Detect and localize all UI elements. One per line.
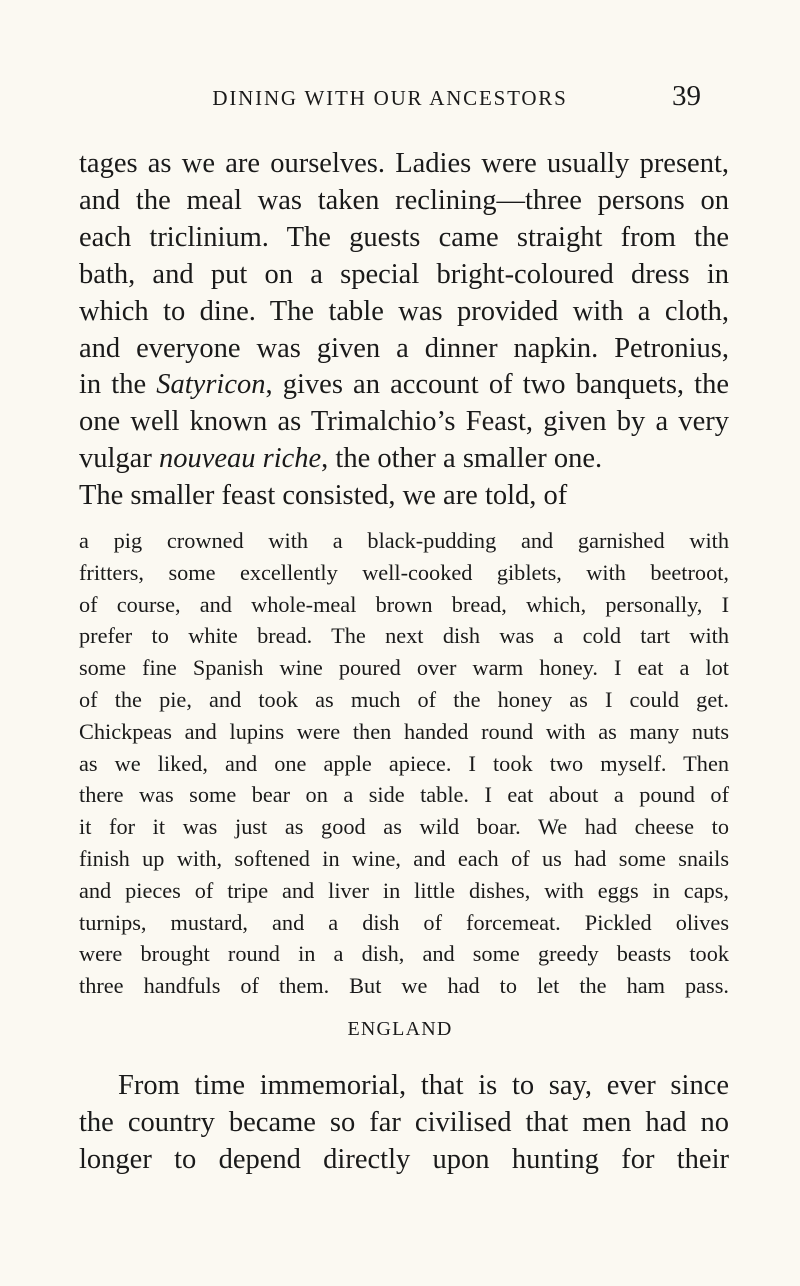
quote-line: Chickpeas and lupins were then handed round with as many nuts — [79, 718, 729, 744]
text-line: The smaller feast consisted, we are told, of — [79, 480, 568, 512]
text-line: one well known as Trimalchio’s Feast, given by a very — [79, 406, 729, 438]
quote-line: some fine Spanish wine poured over warm honey. I eat a lot — [79, 655, 729, 681]
text-line: and everyone was given a dinner napkin. Petronius, — [79, 332, 729, 364]
text-line: tages as we are ourselves. Ladies were usually present, — [79, 148, 729, 179]
section-heading: ENGLAND — [347, 1018, 453, 1040]
text-line: From time immemorial, that is to say, ever since — [118, 1070, 729, 1101]
text-line: in the Satyricon, gives an account of two banquets, the — [79, 369, 729, 401]
quote-line: prefer to white bread. The next dish was a cold tart with — [79, 623, 729, 649]
body-paragraph — [79, 146, 729, 515]
quote-line: there was some bear on a side table. I eat about a pound of — [79, 782, 729, 808]
book-title-satyricon: Satyricon — [156, 369, 266, 401]
body-paragraph — [79, 1068, 729, 1179]
quote-line: three handfuls of them. But we had to let the ham pass. — [79, 973, 729, 999]
quote-line: turnips, mustard, and a dish of forcemeat. Pickled olives — [79, 909, 729, 935]
text-line: bath, and put on a special bright-coloured dress in — [79, 258, 729, 290]
text-line: the country became so far civilised that men had no — [79, 1106, 729, 1138]
text-line: each triclinium. The guests came straight from the — [79, 221, 729, 253]
quote-line: as we liked, and one apple apiece. I took two myself. Then — [79, 750, 729, 776]
running-head: DINING WITH OUR ANCESTORS — [212, 86, 568, 110]
text-line: which to dine. The table was provided with a cloth, — [79, 295, 729, 327]
text-line: vulgar nouveau riche, the other a smaller one. — [79, 443, 603, 475]
quote-line: and pieces of tripe and liver in little dishes, with eggs in caps, — [79, 877, 729, 903]
quote-line: fritters, some excellently well-cooked giblets, with beetroot, — [79, 559, 729, 585]
page-number: 39 — [672, 80, 701, 112]
quote-line: a pig crowned with a black-pudding and garnished with — [79, 528, 729, 553]
text-line: longer to depend directly upon hunting for their — [79, 1143, 729, 1175]
quote-line: of course, and whole-meal brown bread, which, personally, I — [79, 591, 729, 617]
quote-line: finish up with, softened in wine, and each of us had some snails — [79, 845, 729, 871]
italic-phrase: nouveau riche — [158, 443, 322, 475]
text-line: and the meal was taken reclining—three persons on — [79, 184, 729, 216]
quote-line: were brought round in a dish, and some greedy beasts took — [79, 941, 729, 967]
quote-line: of the pie, and took as much of the honey as I could get. — [79, 686, 729, 712]
block-quotation — [79, 525, 729, 1002]
quote-line: it for it was just as good as wild boar. We had cheese to — [79, 814, 729, 840]
